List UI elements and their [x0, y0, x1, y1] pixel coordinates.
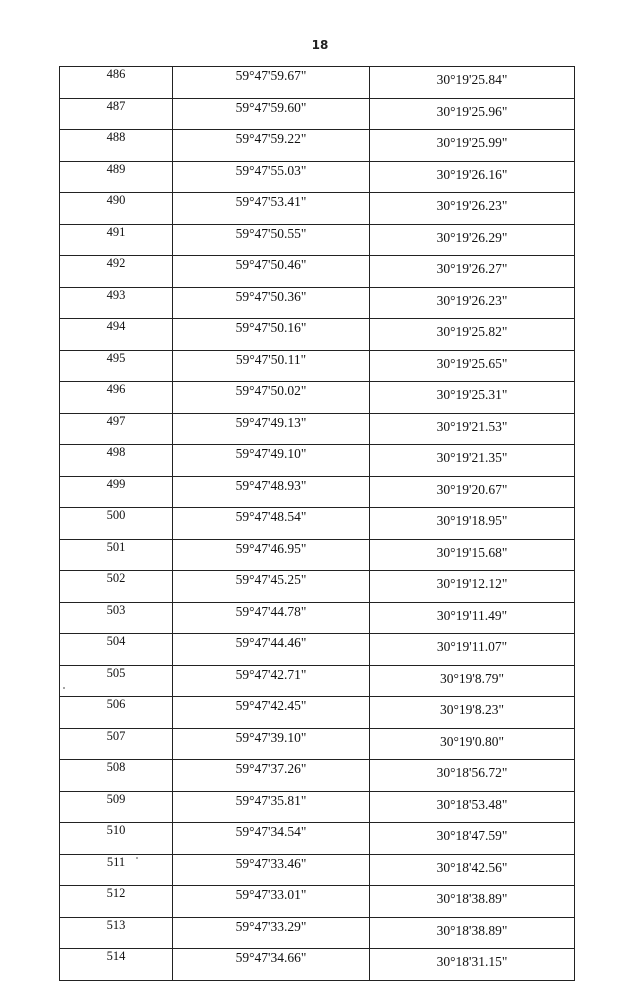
longitude-cell: 30°19'0.80": [370, 728, 575, 760]
latitude-cell: 59°47'33.01": [173, 886, 370, 918]
table-row: [60, 67, 575, 99]
point-number-cell: 508: [60, 760, 173, 792]
latitude-cell: 59°47'44.78": [173, 602, 370, 634]
scan-speck: [136, 857, 138, 859]
latitude-cell: 59°47'50.16": [173, 319, 370, 351]
latitude-cell: 59°47'55.03": [173, 161, 370, 193]
latitude-cell: 59°47'34.54": [173, 823, 370, 855]
longitude-cell: 30°19'12.12": [370, 571, 575, 603]
longitude-cell: 30°19'25.31": [370, 382, 575, 414]
latitude-cell: 59°47'34.66": [173, 949, 370, 981]
table-row: [60, 256, 575, 288]
longitude-cell: 30°19'25.96": [370, 98, 575, 130]
table-row: [60, 287, 575, 319]
page-number: 18: [311, 38, 329, 52]
point-number-cell: 507: [60, 728, 173, 760]
table-row: [60, 823, 575, 855]
latitude-cell: 59°47'50.02": [173, 382, 370, 414]
point-number-cell: 495: [60, 350, 173, 382]
longitude-cell: 30°18'53.48": [370, 791, 575, 823]
point-number-cell: 498: [60, 445, 173, 477]
latitude-cell: 59°47'50.46": [173, 256, 370, 288]
point-number-cell: 491: [60, 224, 173, 256]
point-number-cell: 511: [60, 854, 173, 886]
point-number-cell: 492: [60, 256, 173, 288]
longitude-cell: 30°19'11.49": [370, 602, 575, 634]
longitude-cell: 30°19'26.29": [370, 224, 575, 256]
point-number-cell: 488: [60, 130, 173, 162]
table-row: [60, 413, 575, 445]
longitude-cell: 30°19'8.79": [370, 665, 575, 697]
longitude-cell: 30°19'26.27": [370, 256, 575, 288]
longitude-cell: 30°19'25.99": [370, 130, 575, 162]
point-number-cell: 500: [60, 508, 173, 540]
latitude-cell: 59°47'35.81": [173, 791, 370, 823]
table-row: [60, 539, 575, 571]
table-row: [60, 161, 575, 193]
longitude-cell: 30°19'25.84": [370, 67, 575, 99]
point-number-cell: 512: [60, 886, 173, 918]
longitude-cell: 30°18'42.56": [370, 854, 575, 886]
point-number-cell: 505: [60, 665, 173, 697]
table-row: [60, 949, 575, 981]
point-number-cell: 503: [60, 602, 173, 634]
longitude-cell: 30°18'47.59": [370, 823, 575, 855]
latitude-cell: 59°47'42.71": [173, 665, 370, 697]
longitude-cell: 30°19'8.23": [370, 697, 575, 729]
longitude-cell: 30°19'20.67": [370, 476, 575, 508]
point-number-cell: 486: [60, 67, 173, 99]
table-row: [60, 445, 575, 477]
longitude-cell: 30°19'18.95": [370, 508, 575, 540]
longitude-cell: 30°19'26.23": [370, 287, 575, 319]
point-number-cell: 487: [60, 98, 173, 130]
point-number-cell: 513: [60, 917, 173, 949]
latitude-cell: 59°47'45.25": [173, 571, 370, 603]
longitude-cell: 30°19'21.53": [370, 413, 575, 445]
latitude-cell: 59°47'46.95": [173, 539, 370, 571]
coordinates-table-body: [60, 67, 575, 981]
point-number-cell: 494: [60, 319, 173, 351]
longitude-cell: 30°19'25.82": [370, 319, 575, 351]
point-number-cell: 493: [60, 287, 173, 319]
table-row: [60, 319, 575, 351]
table-row: [60, 224, 575, 256]
latitude-cell: 59°47'49.13": [173, 413, 370, 445]
latitude-cell: 59°47'42.45": [173, 697, 370, 729]
point-number-cell: 510: [60, 823, 173, 855]
point-number-cell: 502: [60, 571, 173, 603]
latitude-cell: 59°47'44.46": [173, 634, 370, 666]
latitude-cell: 59°47'48.93": [173, 476, 370, 508]
table-row: [60, 602, 575, 634]
table-row: [60, 917, 575, 949]
table-row: [60, 382, 575, 414]
longitude-cell: 30°18'31.15": [370, 949, 575, 981]
table-row: [60, 791, 575, 823]
table-row: [60, 193, 575, 225]
point-number-cell: 504: [60, 634, 173, 666]
latitude-cell: 59°47'33.46": [173, 854, 370, 886]
coordinates-table: [59, 66, 575, 981]
longitude-cell: 30°19'21.35": [370, 445, 575, 477]
longitude-cell: 30°19'15.68": [370, 539, 575, 571]
table-row: [60, 665, 575, 697]
table-row: [60, 634, 575, 666]
latitude-cell: 59°47'53.41": [173, 193, 370, 225]
table-row: [60, 571, 575, 603]
table-row: [60, 728, 575, 760]
longitude-cell: 30°18'38.89": [370, 886, 575, 918]
table-row: [60, 130, 575, 162]
point-number-cell: 497: [60, 413, 173, 445]
latitude-cell: 59°47'50.11": [173, 350, 370, 382]
table-row: [60, 697, 575, 729]
latitude-cell: 59°47'37.26": [173, 760, 370, 792]
point-number-cell: 509: [60, 791, 173, 823]
latitude-cell: 59°47'39.10": [173, 728, 370, 760]
latitude-cell: 59°47'48.54": [173, 508, 370, 540]
table-row: [60, 98, 575, 130]
latitude-cell: 59°47'50.36": [173, 287, 370, 319]
table-row: [60, 476, 575, 508]
longitude-cell: 30°19'25.65": [370, 350, 575, 382]
point-number-cell: 496: [60, 382, 173, 414]
latitude-cell: 59°47'59.67": [173, 67, 370, 99]
longitude-cell: 30°19'26.16": [370, 161, 575, 193]
latitude-cell: 59°47'59.60": [173, 98, 370, 130]
point-number-cell: 501: [60, 539, 173, 571]
table-row: [60, 886, 575, 918]
latitude-cell: 59°47'33.29": [173, 917, 370, 949]
point-number-cell: 489: [60, 161, 173, 193]
longitude-cell: 30°18'38.89": [370, 917, 575, 949]
latitude-cell: 59°47'59.22": [173, 130, 370, 162]
table-row: [60, 508, 575, 540]
latitude-cell: 59°47'49.10": [173, 445, 370, 477]
point-number-cell: 490: [60, 193, 173, 225]
point-number-cell: 506: [60, 697, 173, 729]
table-row: [60, 350, 575, 382]
longitude-cell: 30°19'26.23": [370, 193, 575, 225]
scan-speck: [63, 687, 65, 689]
longitude-cell: 30°18'56.72": [370, 760, 575, 792]
point-number-cell: 514: [60, 949, 173, 981]
table-row: [60, 760, 575, 792]
longitude-cell: 30°19'11.07": [370, 634, 575, 666]
latitude-cell: 59°47'50.55": [173, 224, 370, 256]
point-number-cell: 499: [60, 476, 173, 508]
